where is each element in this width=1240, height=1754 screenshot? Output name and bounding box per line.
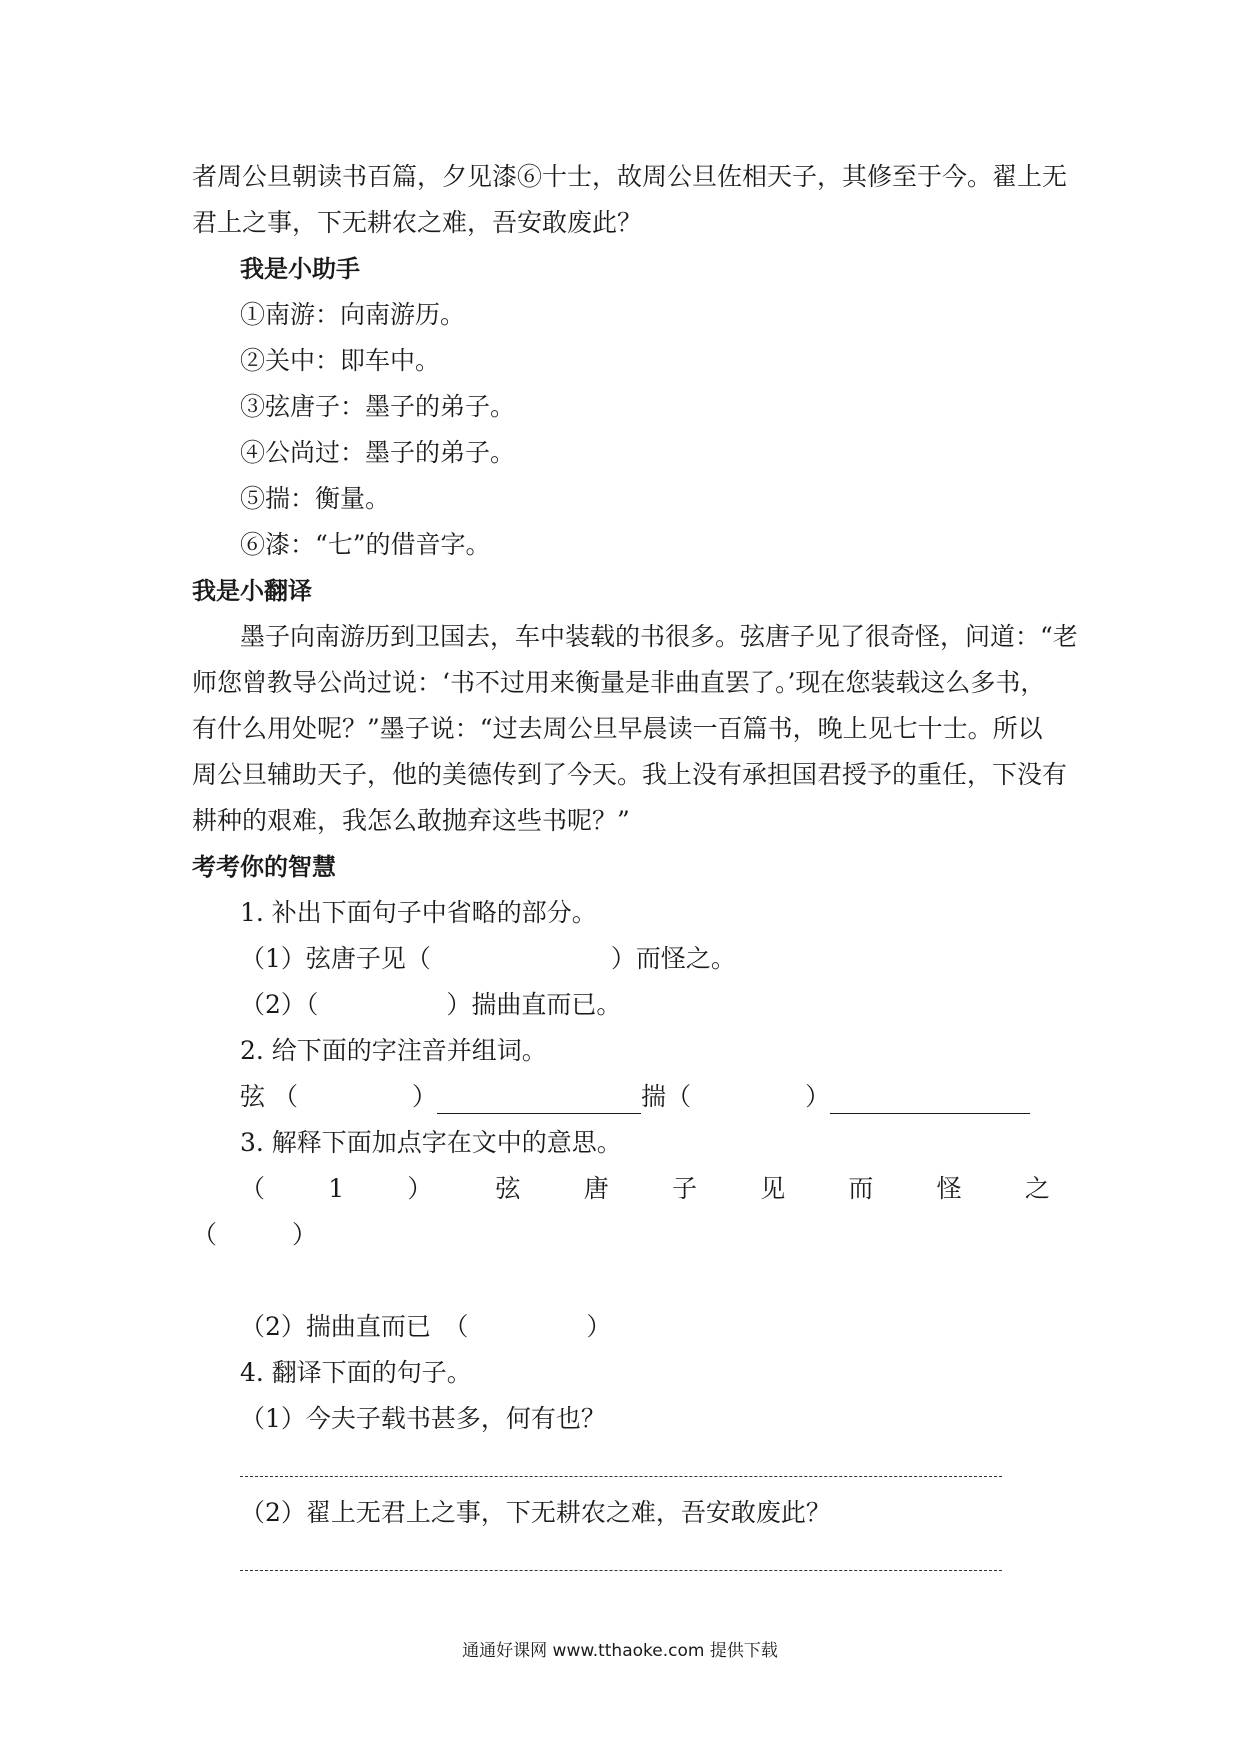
q3-item-2-left: （2）揣曲直而已 （: [240, 1312, 469, 1341]
translation-line-3: 有什么用处呢？”墨子说：“过去周公旦早晨读一百篇书，晚上见七十士。所以: [192, 714, 1043, 743]
q2-prompt: 2. 给下面的字注音并组词。: [240, 1036, 547, 1065]
q4-item-2: （2）翟上无君上之事，下无耕农之难，吾安敢废此？: [240, 1498, 831, 1527]
q3-token: 之: [1024, 1174, 1050, 1203]
helper-heading: 我是小助手: [240, 255, 360, 283]
q2-close-2: ）: [805, 1082, 831, 1111]
q2-open-1: （: [273, 1082, 299, 1111]
quiz-heading: 考考你的智慧: [192, 853, 336, 881]
q3-token: （: [240, 1174, 266, 1203]
q3-token: 唐: [583, 1174, 609, 1203]
passage-line-1: 者周公旦朝读书百篇，夕见漆⑥十士，故周公旦佐相天子，其修至于今。翟上无: [192, 162, 1068, 191]
translation-line-4: 周公旦辅助天子，他的美德传到了今天。我上没有承担国君授予的重任，下没有: [192, 760, 1068, 789]
q1-item-1-right: ）而怪之。: [610, 944, 736, 973]
q2-char-1: 弦: [240, 1082, 266, 1111]
q3-item-1-answer-blank[interactable]: （ ）: [192, 1220, 318, 1249]
q3-token: 1: [328, 1174, 345, 1203]
translation-heading: 我是小翻译: [192, 577, 312, 605]
q3-token: 见: [760, 1174, 786, 1203]
q2-word-blank-1[interactable]: [437, 1087, 641, 1114]
q4-item-1-answer-line[interactable]: [240, 1476, 1002, 1477]
note-6: ⑥漆：“七”的借音字。: [240, 530, 491, 559]
q4-item-1: （1）今夫子载书甚多，何有也？: [240, 1404, 606, 1433]
q1-item-1: [240, 942, 1110, 976]
q1-item-2-right: ）揣曲直而已。: [446, 990, 622, 1019]
footer-credit: 通通好课网 www.tthaoke.com 提供下载: [462, 1641, 778, 1661]
passage-line-2: 君上之事，下无耕农之难，吾安敢废此？: [192, 208, 643, 237]
q1-item-2: [240, 988, 1110, 1022]
q2-row: [240, 1080, 1050, 1114]
q3-token: 弦: [495, 1174, 521, 1203]
translation-line-2: 师您曾教导公尚过说：‘书不过用来衡量是非曲直罢了。’现在您装载这么多书，: [192, 668, 1046, 697]
q2-word-blank-2[interactable]: [830, 1087, 1030, 1114]
note-3: ③弦唐子：墨子的弟子。: [240, 392, 516, 421]
q4-prompt: 4. 翻译下面的句子。: [240, 1358, 472, 1387]
note-2: ②关中：即车中。: [240, 346, 441, 375]
q3-token: ）: [407, 1174, 433, 1203]
q2-char-2: 揣: [641, 1082, 667, 1111]
translation-line-5: 耕种的艰难，我怎么敢抛弃这些书呢？”: [192, 806, 630, 835]
q3-token: 而: [848, 1174, 874, 1203]
q4-item-2-answer-line[interactable]: [240, 1570, 1002, 1571]
q2-close-1: ）: [412, 1082, 438, 1111]
note-5: ⑤揣：衡量。: [240, 484, 391, 513]
q3-item-1: [240, 1172, 1050, 1206]
q1-item-1-left: （1）弦唐子见（: [240, 944, 431, 973]
q2-open-2: （: [666, 1082, 692, 1111]
q3-item-2: [240, 1310, 1110, 1344]
q3-item-2-right: ）: [586, 1312, 612, 1341]
note-4: ④公尚过：墨子的弟子。: [240, 438, 516, 467]
q3-token: 子: [671, 1174, 697, 1203]
translation-line-1: 墨子向南游历到卫国去，车中装载的书很多。弦唐子见了很奇怪，问道：“老: [240, 622, 1078, 651]
q3-token: 怪: [936, 1174, 962, 1203]
q3-prompt: 3. 解释下面加点字在文中的意思。: [240, 1128, 622, 1157]
q1-item-2-left: （2）（: [240, 990, 319, 1019]
note-1: ①南游：向南游历。: [240, 300, 466, 329]
q1-prompt: 1. 补出下面句子中省略的部分。: [240, 898, 597, 927]
